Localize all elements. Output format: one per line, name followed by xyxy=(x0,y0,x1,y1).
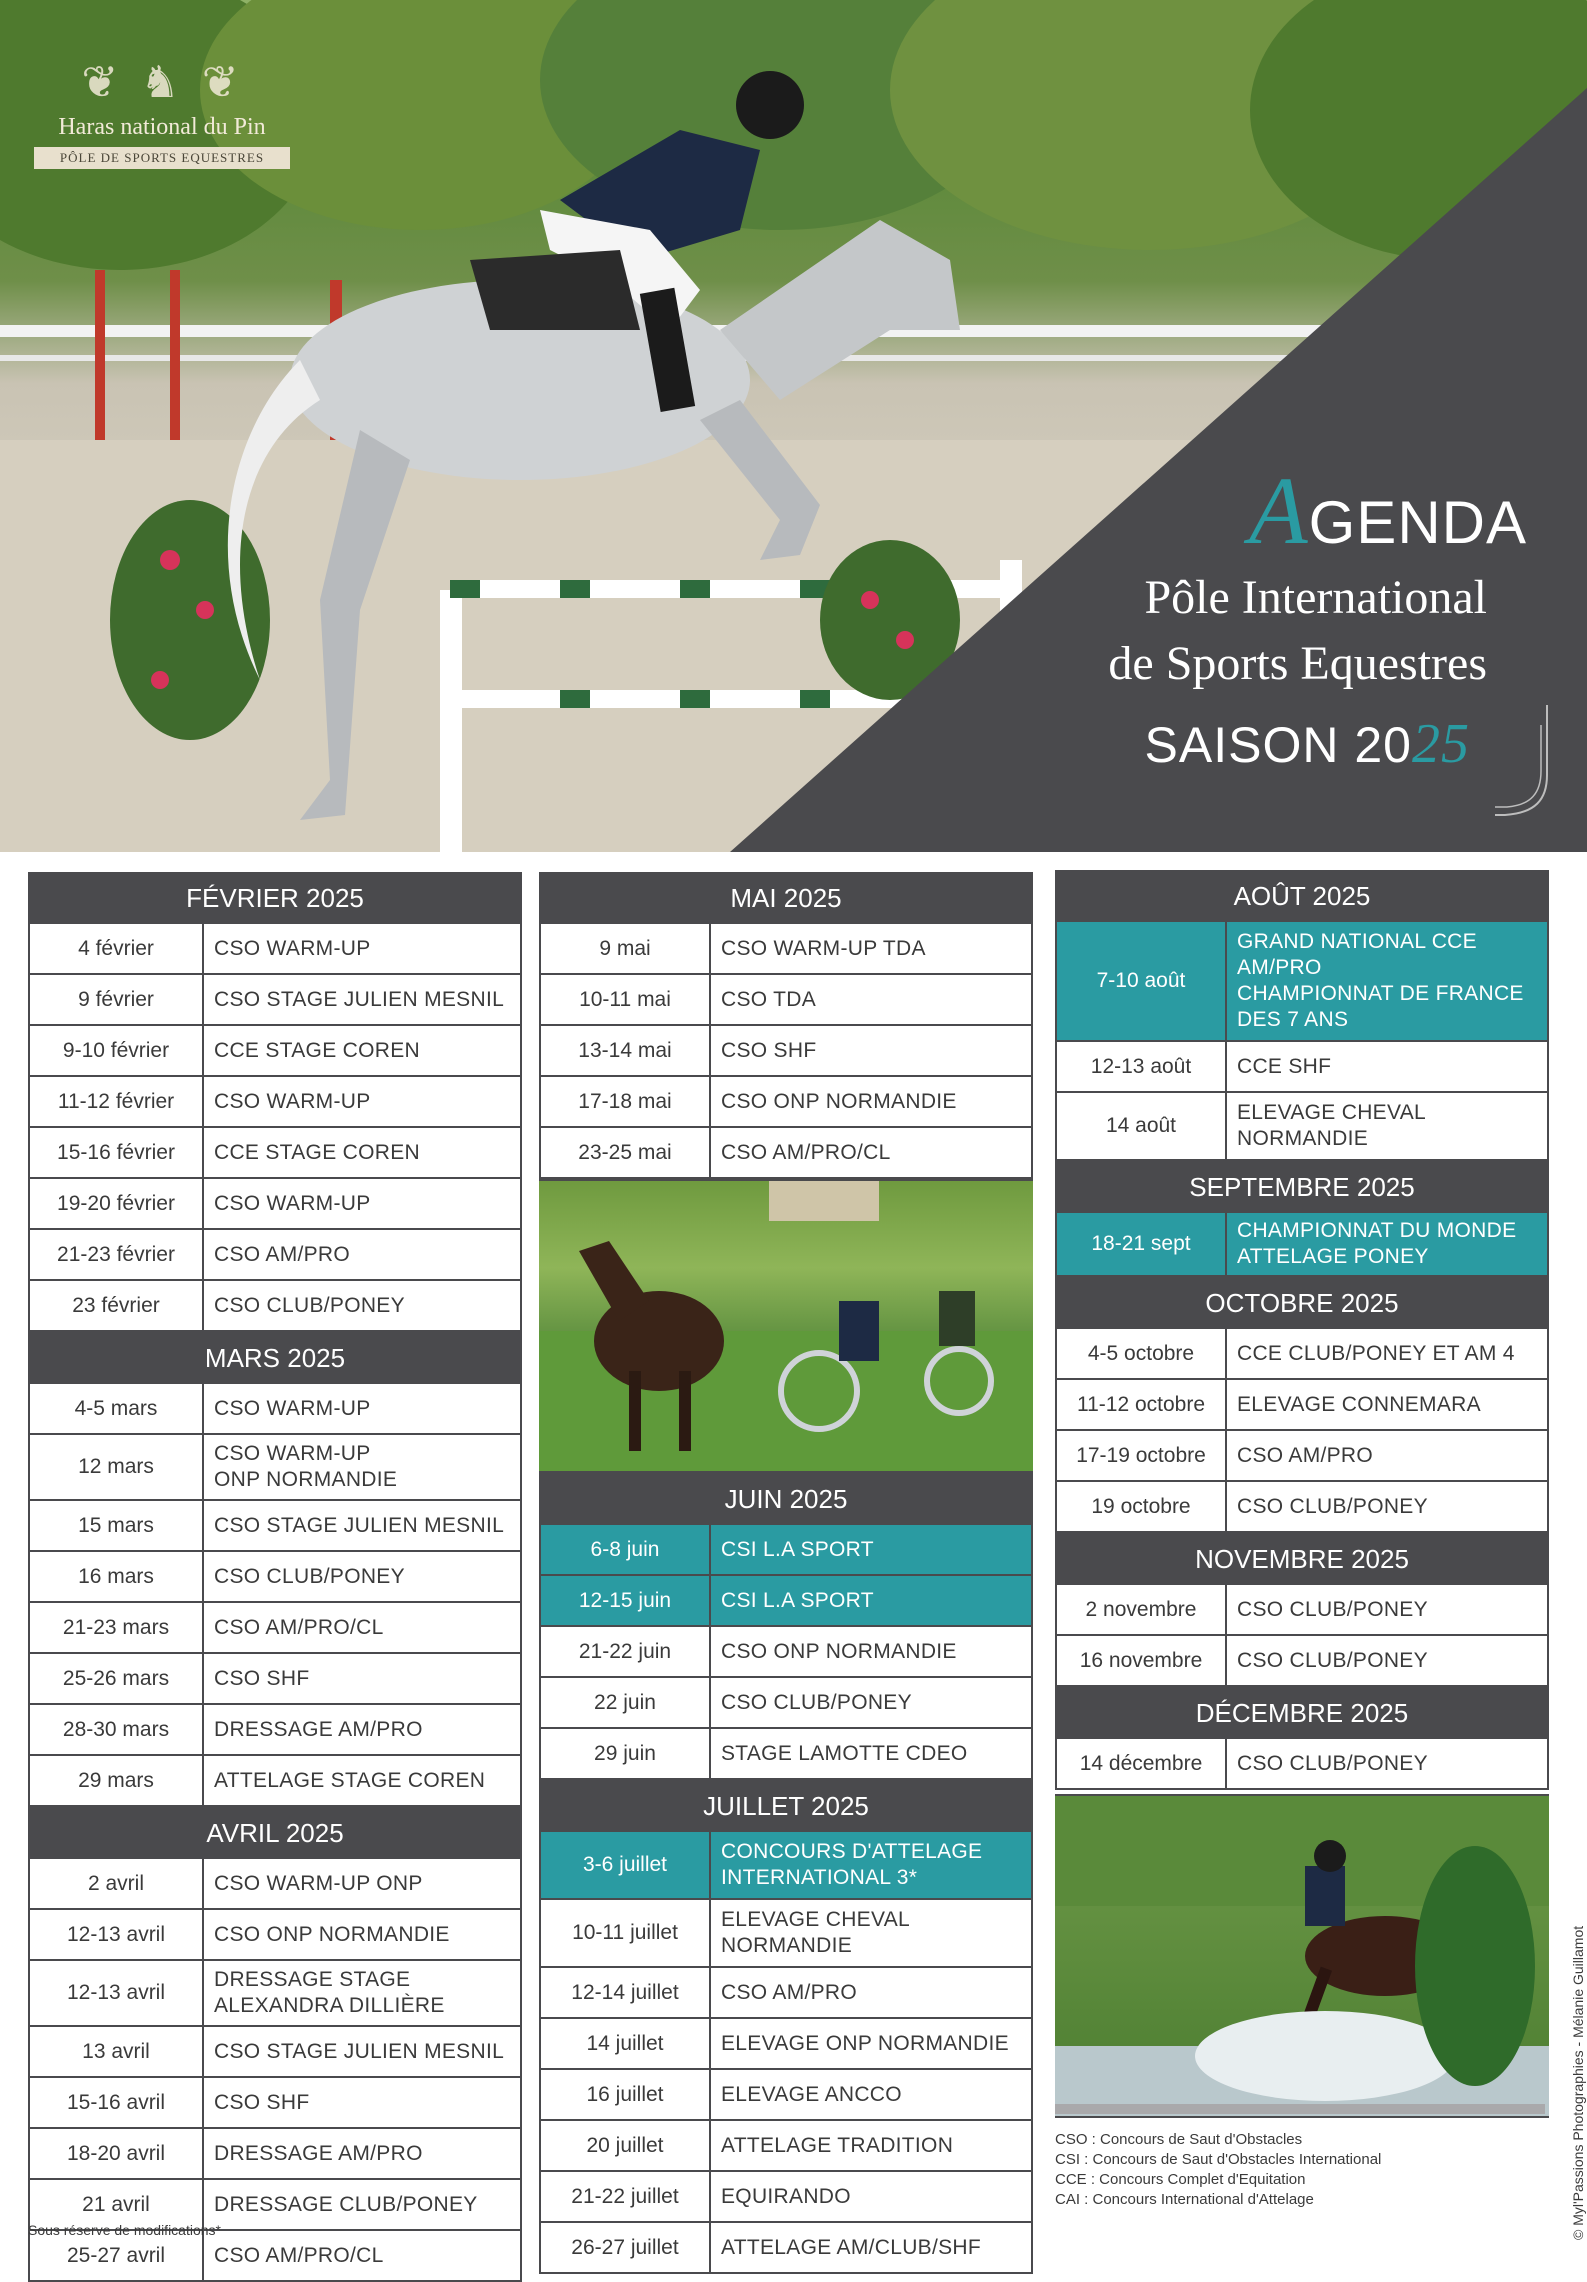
event-name: CCE CLUB/PONEY ET AM 4 xyxy=(1226,1328,1548,1379)
event-name: STAGE LAMOTTE CDEO xyxy=(710,1728,1032,1779)
event-name: ELEVAGE CONNEMARA xyxy=(1226,1379,1548,1430)
haras-logo xyxy=(34,58,290,169)
event-name: CCE STAGE COREN xyxy=(203,1127,521,1178)
event-name: CSO SHF xyxy=(710,1025,1032,1076)
event-row xyxy=(540,2171,1032,2222)
month-table xyxy=(539,1473,1033,1780)
event-name: CSO CLUB/PONEY xyxy=(710,1677,1032,1728)
event-date: 16 novembre xyxy=(1056,1635,1226,1686)
event-date: 16 mars xyxy=(29,1551,203,1602)
legend-item: CSI : Concours de Saut d'Obstacles International xyxy=(1055,2151,1382,2168)
event-date: 12-13 avril xyxy=(29,1909,203,1960)
event-row xyxy=(29,2128,521,2179)
event-date: 19 octobre xyxy=(1056,1481,1226,1532)
event-date: 21-22 juillet xyxy=(540,2171,710,2222)
event-date: 15-16 février xyxy=(29,1127,203,1178)
pole-line1: Pôle International xyxy=(1144,571,1487,624)
event-date: 21 avril xyxy=(29,2179,203,2230)
event-row xyxy=(540,1626,1032,1677)
event-row xyxy=(1056,1212,1548,1276)
month-header: DÉCEMBRE 2025 xyxy=(1056,1688,1548,1738)
event-date: 4 février xyxy=(29,923,203,974)
event-row xyxy=(540,1127,1032,1178)
event-name: CSO SHF xyxy=(203,1653,521,1704)
month-table xyxy=(1055,1277,1549,1533)
event-date: 18-20 avril xyxy=(29,2128,203,2179)
event-row xyxy=(29,1960,521,2026)
event-row xyxy=(540,2120,1032,2171)
month-table xyxy=(539,1780,1033,2274)
event-name: CSO WARM-UP TDA xyxy=(710,923,1032,974)
event-row xyxy=(1056,1430,1548,1481)
event-row xyxy=(540,1524,1032,1575)
month-header-row xyxy=(1056,1278,1548,1328)
event-date: 9 mai xyxy=(540,923,710,974)
logo-ornament: ❦ ♞ ❦ xyxy=(81,57,243,108)
event-name: DRESSAGE CLUB/PONEY xyxy=(203,2179,521,2230)
month-header: JUILLET 2025 xyxy=(540,1781,1032,1831)
event-date: 9 février xyxy=(29,974,203,1025)
event-name: CSI L.A SPORT xyxy=(710,1575,1032,1626)
event-name: EQUIRANDO xyxy=(710,2171,1032,2222)
event-row xyxy=(29,1704,521,1755)
event-name: CSO WARM-UP xyxy=(203,1383,521,1434)
logo-subtitle: PÔLE DE SPORTS EQUESTRES xyxy=(34,147,290,169)
month-header: MAI 2025 xyxy=(540,873,1032,923)
event-name: CSO AM/PRO xyxy=(1226,1430,1548,1481)
event-date: 21-23 mars xyxy=(29,1602,203,1653)
event-name: CSO WARM-UP ONP xyxy=(203,1858,521,1909)
event-date: 15 mars xyxy=(29,1500,203,1551)
event-row xyxy=(1056,1041,1548,1092)
event-date: 19-20 février xyxy=(29,1178,203,1229)
month-header-row xyxy=(540,873,1032,923)
agenda-title xyxy=(1249,455,1527,566)
event-row xyxy=(540,2018,1032,2069)
event-date: 10-11 mai xyxy=(540,974,710,1025)
legend-item: CCE : Concours Complet d'Equitation xyxy=(1055,2171,1306,2188)
event-date: 23 février xyxy=(29,1280,203,1331)
footnote: Sous réserve de modifications* xyxy=(28,2222,221,2238)
event-row xyxy=(540,974,1032,1025)
event-row xyxy=(540,2222,1032,2273)
event-row xyxy=(1056,1635,1548,1686)
event-date: 13 avril xyxy=(29,2026,203,2077)
carriage-driving-photo xyxy=(539,1179,1033,1473)
event-row xyxy=(29,1178,521,1229)
event-row xyxy=(1056,1584,1548,1635)
event-date: 12-15 juin xyxy=(540,1575,710,1626)
event-name: CSO CLUB/PONEY xyxy=(1226,1584,1548,1635)
event-date: 2 novembre xyxy=(1056,1584,1226,1635)
event-date: 7-10 août xyxy=(1056,921,1226,1041)
month-table xyxy=(1055,870,1549,1161)
event-date: 25-26 mars xyxy=(29,1653,203,1704)
month-header-row xyxy=(29,873,521,923)
month-header: OCTOBRE 2025 xyxy=(1056,1278,1548,1328)
month-table xyxy=(28,1332,522,1807)
event-row xyxy=(1056,1092,1548,1160)
legend-divider xyxy=(1055,2104,1545,2114)
event-date: 29 mars xyxy=(29,1755,203,1806)
event-name: CSO ONP NORMANDIE xyxy=(710,1626,1032,1677)
event-date: 10-11 juillet xyxy=(540,1899,710,1967)
corner-ornament-icon xyxy=(1495,705,1555,825)
event-row xyxy=(29,1602,521,1653)
event-row xyxy=(29,923,521,974)
event-row xyxy=(29,974,521,1025)
event-row xyxy=(29,1909,521,1960)
agenda-initial: A xyxy=(1248,457,1309,564)
event-name: CHAMPIONNAT DU MONDE ATTELAGE PONEY xyxy=(1226,1212,1548,1276)
month-table xyxy=(1055,1533,1549,1687)
event-name: CSO AM/PRO/CL xyxy=(203,1602,521,1653)
event-date: 12 mars xyxy=(29,1434,203,1500)
event-date: 29 juin xyxy=(540,1728,710,1779)
pole-title xyxy=(1108,565,1487,697)
event-name: CSO CLUB/PONEY xyxy=(1226,1481,1548,1532)
event-row xyxy=(29,1858,521,1909)
event-row xyxy=(29,1076,521,1127)
event-name: ELEVAGE ONP NORMANDIE xyxy=(710,2018,1032,2069)
event-date: 17-19 octobre xyxy=(1056,1430,1226,1481)
event-date: 12-13 août xyxy=(1056,1041,1226,1092)
hero-banner xyxy=(0,0,1587,852)
event-name: CSO WARM-UP xyxy=(203,1076,521,1127)
month-header: SEPTEMBRE 2025 xyxy=(1056,1162,1548,1212)
event-row xyxy=(540,923,1032,974)
saison-year: 25 xyxy=(1412,713,1470,775)
logo-name: Haras national du Pin xyxy=(58,114,266,140)
event-name: CSO ONP NORMANDIE xyxy=(710,1076,1032,1127)
event-date: 21-23 février xyxy=(29,1229,203,1280)
month-table xyxy=(28,872,522,1332)
column-1 xyxy=(28,872,522,2282)
event-date: 9-10 février xyxy=(29,1025,203,1076)
event-row xyxy=(1056,1379,1548,1430)
event-row xyxy=(29,2077,521,2128)
event-date: 14 décembre xyxy=(1056,1738,1226,1789)
column-3 xyxy=(1055,870,1549,2118)
saison-text: SAISON 20 xyxy=(1144,717,1412,773)
event-row xyxy=(540,1728,1032,1779)
event-date: 6-8 juin xyxy=(540,1524,710,1575)
month-header: AOÛT 2025 xyxy=(1056,871,1548,921)
event-row xyxy=(1056,1481,1548,1532)
event-name: CSO CLUB/PONEY xyxy=(203,1280,521,1331)
event-date: 22 juin xyxy=(540,1677,710,1728)
month-table xyxy=(1055,1687,1549,1790)
event-name: ELEVAGE CHEVAL NORMANDIE xyxy=(710,1899,1032,1967)
month-table xyxy=(539,872,1033,1179)
event-date: 13-14 mai xyxy=(540,1025,710,1076)
event-date: 16 juillet xyxy=(540,2069,710,2120)
event-date: 14 juillet xyxy=(540,2018,710,2069)
month-header-row xyxy=(29,1333,521,1383)
event-row xyxy=(29,1653,521,1704)
event-date: 14 août xyxy=(1056,1092,1226,1160)
event-name: CSO CLUB/PONEY xyxy=(203,1551,521,1602)
month-header-row xyxy=(540,1474,1032,1524)
event-name: CSO TDA xyxy=(710,974,1032,1025)
event-row xyxy=(29,1280,521,1331)
event-row xyxy=(29,1025,521,1076)
event-date: 15-16 avril xyxy=(29,2077,203,2128)
abbreviation-legend xyxy=(1055,2130,1381,2210)
month-header-row xyxy=(1056,1534,1548,1584)
month-header: NOVEMBRE 2025 xyxy=(1056,1534,1548,1584)
pole-line2: de Sports Equestres xyxy=(1108,637,1487,690)
event-name: CSI L.A SPORT xyxy=(710,1524,1032,1575)
event-row xyxy=(540,2069,1032,2120)
event-name: CCE STAGE COREN xyxy=(203,1025,521,1076)
event-name: CONCOURS D'ATTELAGE INTERNATIONAL 3* xyxy=(710,1831,1032,1899)
event-name: CSO STAGE JULIEN MESNIL xyxy=(203,974,521,1025)
event-row xyxy=(29,2026,521,2077)
event-name: CSO CLUB/PONEY xyxy=(1226,1635,1548,1686)
event-name: CSO ONP NORMANDIE xyxy=(203,1909,521,1960)
event-name: CSO SHF xyxy=(203,2077,521,2128)
event-date: 4-5 octobre xyxy=(1056,1328,1226,1379)
event-name: GRAND NATIONAL CCE AM/PRO CHAMPIONNAT DE FRANCE DES 7 ANS xyxy=(1226,921,1548,1041)
event-name: ELEVAGE CHEVAL NORMANDIE xyxy=(1226,1092,1548,1160)
month-table xyxy=(28,1807,522,2282)
month-header: AVRIL 2025 xyxy=(29,1808,521,1858)
month-header: MARS 2025 xyxy=(29,1333,521,1383)
event-name: CSO WARM-UP ONP NORMANDIE xyxy=(203,1434,521,1500)
month-header-row xyxy=(29,1808,521,1858)
event-row xyxy=(1056,1328,1548,1379)
event-row xyxy=(29,1127,521,1178)
event-row xyxy=(1056,1738,1548,1789)
event-name: CSO CLUB/PONEY xyxy=(1226,1738,1548,1789)
event-name: CSO AM/PRO/CL xyxy=(710,1127,1032,1178)
photo-credit: © Myl'Passions Photographies - Mélanie Guillamot xyxy=(1570,1925,1586,2240)
event-name: DRESSAGE STAGE ALEXANDRA DILLIÈRE xyxy=(203,1960,521,2026)
event-row xyxy=(540,1025,1032,1076)
event-row xyxy=(540,1076,1032,1127)
event-name: CSO AM/PRO/CL xyxy=(203,2230,521,2281)
event-name: ELEVAGE ANCCO xyxy=(710,2069,1032,2120)
event-name: CSO WARM-UP xyxy=(203,923,521,974)
event-date: 2 avril xyxy=(29,1858,203,1909)
legend-item: CAI : Concours International d'Attelage xyxy=(1055,2191,1314,2208)
event-name: ATTELAGE STAGE COREN xyxy=(203,1755,521,1806)
event-row xyxy=(29,1500,521,1551)
event-name: ATTELAGE TRADITION xyxy=(710,2120,1032,2171)
event-name: CSO AM/PRO xyxy=(203,1229,521,1280)
event-date: 21-22 juin xyxy=(540,1626,710,1677)
month-header-row xyxy=(1056,1162,1548,1212)
event-name: CSO STAGE JULIEN MESNIL xyxy=(203,2026,521,2077)
event-date: 12-14 juillet xyxy=(540,1967,710,2018)
event-date: 17-18 mai xyxy=(540,1076,710,1127)
column-2 xyxy=(539,872,1033,2274)
event-name: CSO AM/PRO xyxy=(710,1967,1032,2018)
event-name: CSO STAGE JULIEN MESNIL xyxy=(203,1500,521,1551)
event-date: 11-12 février xyxy=(29,1076,203,1127)
event-row xyxy=(29,1551,521,1602)
legend-item: CSO : Concours de Saut d'Obstacles xyxy=(1055,2131,1303,2148)
event-name: CSO WARM-UP xyxy=(203,1178,521,1229)
event-date: 26-27 juillet xyxy=(540,2222,710,2273)
month-header-row xyxy=(1056,1688,1548,1738)
cross-country-photo xyxy=(1055,1794,1549,2118)
event-row xyxy=(29,1434,521,1500)
event-row xyxy=(29,1229,521,1280)
event-name: CCE SHF xyxy=(1226,1041,1548,1092)
event-row xyxy=(540,1831,1032,1899)
event-name: DRESSAGE AM/PRO xyxy=(203,2128,521,2179)
event-name: ATTELAGE AM/CLUB/SHF xyxy=(710,2222,1032,2273)
event-date: 28-30 mars xyxy=(29,1704,203,1755)
event-date: 12-13 avril xyxy=(29,1960,203,2026)
month-header-row xyxy=(540,1781,1032,1831)
event-date: 23-25 mai xyxy=(540,1127,710,1178)
event-date: 25-27 avril xyxy=(29,2230,203,2281)
saison-title xyxy=(1145,712,1470,776)
event-row xyxy=(29,1383,521,1434)
event-date: 11-12 octobre xyxy=(1056,1379,1226,1430)
month-header: FÉVRIER 2025 xyxy=(29,873,521,923)
event-date: 4-5 mars xyxy=(29,1383,203,1434)
event-row xyxy=(29,1755,521,1806)
month-header-row xyxy=(1056,871,1548,921)
event-row xyxy=(540,1677,1032,1728)
event-date: 18-21 sept xyxy=(1056,1212,1226,1276)
event-row xyxy=(1056,921,1548,1041)
event-row xyxy=(540,1575,1032,1626)
event-date: 20 juillet xyxy=(540,2120,710,2171)
month-header: JUIN 2025 xyxy=(540,1474,1032,1524)
event-name: DRESSAGE AM/PRO xyxy=(203,1704,521,1755)
event-date: 3-6 juillet xyxy=(540,1831,710,1899)
event-row xyxy=(540,1967,1032,2018)
event-row xyxy=(540,1899,1032,1967)
month-table xyxy=(1055,1161,1549,1277)
agenda-rest: GENDA xyxy=(1308,489,1527,556)
